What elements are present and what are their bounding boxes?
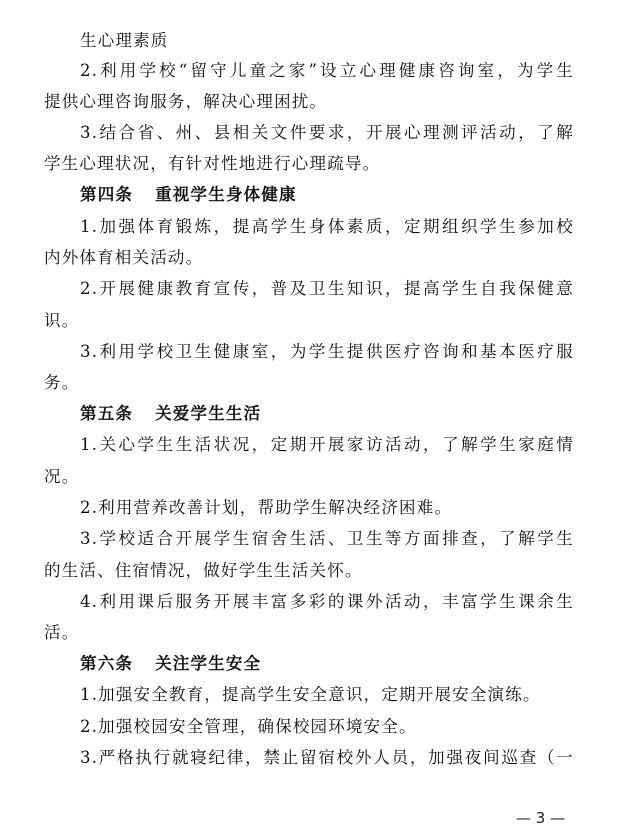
paragraph-line: 2.加强校园安全管理，确保校园环境安全。 xyxy=(80,717,417,736)
paragraph-line: 2.开展健康教育宣传，普及卫生知识，提高学生自我保健意 xyxy=(80,279,574,298)
paragraph-line: 1.加强安全教育，提高学生安全意识，定期开展安全演练。 xyxy=(80,685,541,704)
paragraph-line: 3.学校适合开展学生宿舍生活、卫生等方面排查，了解学生 xyxy=(80,529,574,548)
paragraph-line: 1.加强体育锻炼，提高学生身体素质，定期组织学生参加校 xyxy=(80,217,574,236)
paragraph-line: 学生心理状况，有针对性地进行心理疏导。 xyxy=(44,154,381,173)
paragraph-line: 3.严格执行就寝纪律，禁止留宿校外人员，加强夜间巡查（一 xyxy=(80,748,574,767)
paragraph-line: 提供心理咨询服务，解决心理困扰。 xyxy=(44,92,328,111)
paragraph-line: 识。 xyxy=(44,311,80,330)
paragraph-line: 内外体育相关活动。 xyxy=(44,248,204,267)
section-heading-title: 关注学生安全 xyxy=(155,654,262,673)
paragraph-line: 务。 xyxy=(44,373,80,392)
paragraph-line: 的生活、住宿情况，做好学生生活关怀。 xyxy=(44,561,363,580)
paragraph-line: 2.利用学校“留守儿童之家”设立心理健康咨询室，为学生 xyxy=(80,61,574,80)
paragraph-line: 活。 xyxy=(44,623,80,642)
section-heading-number: 第五条 xyxy=(80,404,134,423)
paragraph-line: 2.利用营养改善计划，帮助学生解决经济困难。 xyxy=(80,498,453,517)
section-heading xyxy=(80,649,574,679)
section-heading-title: 关爱学生生活 xyxy=(155,404,262,423)
paragraph-line: 1.关心学生生活状况，定期开展家访活动，了解学生家庭情 xyxy=(80,435,574,454)
section-heading-number: 第六条 xyxy=(80,654,134,673)
paragraph-line: 3.结合省、州、县相关文件要求，开展心理测评活动，了解 xyxy=(80,123,574,142)
section-heading xyxy=(80,399,574,429)
paragraph-line: 况。 xyxy=(44,467,80,486)
paragraph-line: 3.利用学校卫生健康室，为学生提供医疗咨询和基本医疗服 xyxy=(80,342,574,361)
section-heading xyxy=(80,180,574,210)
paragraph-line: 4.利用课后服务开展丰富多彩的课外活动，丰富学生课余生 xyxy=(80,592,574,611)
page-number: — 3 — xyxy=(516,809,566,827)
section-heading-title: 重视学生身体健康 xyxy=(155,185,297,204)
paragraph-line: 生心理素质 xyxy=(80,31,169,50)
section-heading-number: 第四条 xyxy=(80,185,134,204)
